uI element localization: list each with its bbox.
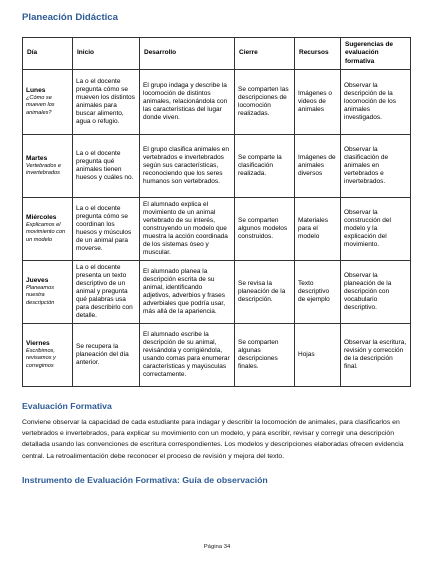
day-name: Lunes [26, 86, 46, 94]
desarrollo-cell: El grupo clasifica animales en vertebrados e invertebrados según sus características, reconociendo que los seres humanos son vertebrados. [140, 135, 235, 198]
header-desarrollo: Desarrollo [140, 38, 235, 70]
day-name: Jueves [26, 276, 49, 284]
instrumento-title: Instrumento de Evaluación Formativa: Guía de observación [22, 475, 268, 485]
evaluacion-paragraph: Conviene observar la capacidad de cada estudiante para indagar y describir la locomoción de animales, para clasificarlos en vertebrados e invertebrados, para explicar su movimiento con un modelo, y para escribir, revisar y corregir una descripción detallada usando las convenciones de escritura correspondientes. Los modelos y descripciones elaboradas ofrecen evidencia central. La retroalimentación debe reconocer el proceso de revisión y mejora del texto. [22, 419, 404, 460]
day-subtitle: ¿Cómo se mueven los animales? [26, 95, 55, 116]
desarrollo-cell: El grupo indaga y describe la locomoción de distintos animales, relacionándola con las características del lugar donde viven. [140, 70, 235, 135]
recursos-cell: Hojas [295, 324, 341, 387]
header-cierre: Cierre [235, 38, 295, 70]
table-row [23, 261, 411, 324]
day-cell [23, 198, 73, 261]
evaluacion-title: Evaluación Formativa [22, 401, 112, 411]
day-name: Viernes [26, 339, 50, 347]
header-sugerencias: Sugerencias de evaluación formativa [341, 38, 411, 70]
sugerencias-cell: Observar la construcción del modelo y la explicación del movimiento. [341, 198, 411, 261]
desarrollo-cell: El alumnado escribe la descripción de su animal, revisándola y corrigiéndola, usando comas para enumerar características y mayúsculas correctamente. [140, 324, 235, 387]
page-number: Página 34 [203, 544, 231, 550]
sugerencias-cell: Observar la planeación de la descripción con vocabulario descriptivo. [341, 261, 411, 324]
cierre-cell: Se comparten algunas descripciones finales. [235, 324, 295, 387]
inicio-cell: La o el docente pregunta cómo se coordinan los huesos y músculos de un animal para moverse. [73, 198, 140, 261]
day-cell [23, 324, 73, 387]
day-subtitle: Vertebrados e invertebrados [26, 162, 61, 177]
sugerencias-cell: Observar la descripción de la locomoción de los animales investigados. [341, 70, 411, 135]
day-name: Miércoles [26, 213, 57, 221]
table-row [23, 135, 411, 198]
day-subtitle: Escribimos, revisamos y corregimos [26, 348, 56, 369]
inicio-cell: La o el docente pregunta cómo se mueven los distintos animales para buscar alimento, agua o refugio. [73, 70, 140, 135]
recursos-cell: Materiales para el modelo [295, 198, 341, 261]
inicio-cell: Se recupera la planeación del día anterior. [73, 324, 140, 387]
day-cell [23, 135, 73, 198]
day-cell [23, 70, 73, 135]
desarrollo-cell: El alumnado explica el movimiento de un animal vertebrado de su interés, construyendo un modelo que muestra la acción coordinada de los sistemas óseo y muscular. [140, 198, 235, 261]
day-subtitle: Planeamos nuestra descripción [26, 285, 55, 306]
day-name: Martes [26, 154, 48, 162]
table-row [23, 324, 411, 387]
header-recursos: Recursos [295, 38, 341, 70]
header-inicio: Inicio [73, 38, 140, 70]
sugerencias-cell: Observar la clasificación de animales en vertebrados e invertebrados. [341, 135, 411, 198]
header-dia: Día [23, 38, 73, 70]
table-row [23, 70, 411, 135]
day-cell [23, 261, 73, 324]
desarrollo-cell: El alumnado planea la descripción escrita de su animal, identificando adjetivos, adverbios y frases adverbiales que podría usar, más allá de la apariencia. [140, 261, 235, 324]
plan-title: Planeación Didáctica [22, 12, 118, 23]
cierre-cell: Se revisa la planeación de la descripción. [235, 261, 295, 324]
day-subtitle: Explicamos el movimiento con un modelo [26, 222, 66, 243]
inicio-cell: La o el docente pregunta qué animales tienen huesos y cuáles no. [73, 135, 140, 198]
cierre-cell: Se comparte la clasificación realizada. [235, 135, 295, 198]
table-header-row [23, 38, 411, 70]
inicio-cell: La o el docente presenta un texto descriptivo de un animal y pregunta qué palabras usa para describirlo con detalle. [73, 261, 140, 324]
cierre-cell: Se comparten algunos modelos construidos. [235, 198, 295, 261]
cierre-cell: Se comparten las descripciones de locomoción realizadas. [235, 70, 295, 135]
sugerencias-cell: Observar la escritura, revisión y corrección de la descripción final. [341, 324, 411, 387]
planning-table [22, 37, 411, 387]
table-row [23, 198, 411, 261]
recursos-cell: Imágenes o videos de animales [295, 70, 341, 135]
recursos-cell: Imágenes de animales diversos [295, 135, 341, 198]
recursos-cell: Texto descriptivo de ejemplo [295, 261, 341, 324]
